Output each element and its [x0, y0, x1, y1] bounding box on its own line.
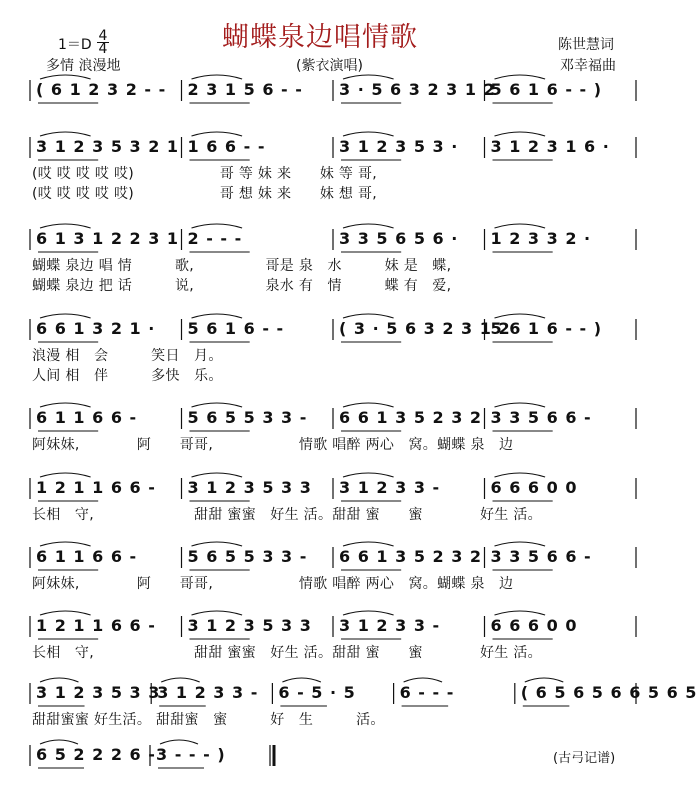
measure: 6 6 1 3 2 1 ·	[36, 319, 156, 338]
measure: 3 1 2 3 5 3 2 1	[36, 137, 180, 156]
slur-arc	[40, 473, 91, 477]
measure: 1 2 1 1 6 6 -	[36, 478, 156, 497]
slur-arc	[40, 224, 91, 228]
measure: 5 6 1 6 - - )	[490, 319, 603, 338]
measure: 3 - - - )	[156, 745, 226, 764]
slur-arc	[495, 542, 546, 546]
lyric-line: 阿妹妹, 阿 哥哥, 情歌 唱醉 两心 窝。蝴蝶 泉 边	[32, 576, 514, 592]
lyric-line: 阿妹妹, 阿 哥哥, 情歌 唱醉 两心 窝。蝴蝶 泉 边	[32, 437, 514, 453]
slur-arc	[495, 75, 546, 79]
lyric-line: 浪漫 相 会 笑日 月。	[32, 348, 223, 364]
time-top: 4	[98, 28, 108, 44]
composer-credit: 邓幸福曲	[560, 58, 616, 74]
slur-arc	[282, 678, 320, 682]
slur-arc	[40, 611, 91, 615]
lyric-line: 人间 相 伴 多快 乐。	[32, 368, 223, 384]
measure: ( 6 1 2 3 2 - -	[36, 80, 167, 99]
measure: 5 6 5 5 3 3 -	[187, 547, 308, 566]
slur-arc	[40, 75, 91, 79]
time-bottom: 4	[98, 41, 108, 57]
measure: 3 1 2 3 5 3 ·	[339, 137, 459, 156]
measure: 3 3 5 6 6 -	[490, 408, 592, 427]
measure: 6 - 5 · 5	[278, 683, 356, 702]
measure: 1 6 6 - -	[187, 137, 266, 156]
slur-arc	[495, 403, 546, 407]
slur-arc	[192, 611, 243, 615]
measure: 3 · 5 6 3 2 3 1 2	[339, 80, 496, 99]
slur-arc	[40, 314, 91, 318]
slur-arc	[343, 132, 394, 136]
slur-arc	[495, 611, 546, 615]
tempo-mood: 多情 浪漫地	[46, 58, 121, 74]
slur-arc	[404, 678, 442, 682]
slur-arc	[160, 740, 198, 744]
measure: 6 5 2 2 2 6 -	[36, 745, 156, 764]
measure: 6 6 1 3 5 2 3 2	[339, 547, 483, 566]
measure: 6 - - -	[399, 683, 455, 702]
measure: 5 6 1 6 - - )	[490, 80, 603, 99]
slur-arc	[343, 611, 394, 615]
lyric-line: 蝴蝶 泉边 把 话 说, 泉水 有 情 蝶 有 爱,	[32, 278, 452, 294]
slur-arc	[343, 473, 394, 477]
measure: 6 1 1 6 6 -	[36, 408, 138, 427]
measure: 3 1 2 3 3 -	[157, 683, 259, 702]
slur-arc	[343, 403, 394, 407]
measure: 3 1 2 3 5 3 3	[36, 683, 161, 702]
lyric-line: 长相 守, 甜甜 蜜蜜 好生 活。甜甜 蜜 蜜 好生 活。	[32, 645, 542, 661]
measure: 3 3 5 6 6 -	[490, 547, 592, 566]
measure: 6 6 6 0 0	[490, 478, 578, 497]
lyric-line: 甜甜蜜蜜 好生活。 甜甜蜜 蜜 好 生 活。	[32, 712, 385, 728]
slur-arc	[40, 740, 78, 744]
measure: 3 1 2 3 1 6 ·	[490, 137, 610, 156]
key-text: 1＝D	[58, 37, 92, 53]
slur-arc	[192, 542, 243, 546]
slur-arc	[192, 314, 243, 318]
slur-arc	[495, 224, 546, 228]
slur-arc	[495, 473, 546, 477]
lyric-line: 蝴蝶 泉边 唱 情 歌, 哥是 泉 水 妹 是 蝶,	[32, 258, 452, 274]
slur-arc	[495, 314, 546, 318]
measure: 6 1 1 6 6 -	[36, 547, 138, 566]
slur-arc	[343, 75, 394, 79]
slur-arc	[192, 224, 243, 228]
slur-arc	[40, 678, 78, 682]
slur-arc	[192, 473, 243, 477]
measure: 3 1 2 3 5 3 3	[187, 478, 312, 497]
slur-arc	[192, 403, 243, 407]
slur-arc	[40, 403, 91, 407]
measure: 5 6 1 6 - -	[187, 319, 285, 338]
measure: 3 3 5 6 5 6 ·	[339, 229, 459, 248]
measure: 2 - - -	[187, 229, 243, 248]
slur-arc	[343, 224, 394, 228]
slur-arc	[192, 75, 243, 79]
song-title: 蝴蝶泉边唱情歌	[222, 22, 418, 53]
measure: 6 6 6 0 0	[490, 616, 578, 635]
slur-arc	[495, 132, 546, 136]
measure: 5 6 5 5 3 3 -	[187, 408, 308, 427]
measure: 6 6 1 3 5 2 3 2	[339, 408, 483, 427]
measure: 3 1 2 3 5 3 3	[187, 616, 312, 635]
measure: 2 3 1 5 6 - -	[187, 80, 303, 99]
measure: ( 3 · 5 6 3 2 3 1 2	[339, 319, 511, 338]
slur-arc	[40, 542, 91, 546]
measure: ( 6 5 6 5 6 6 5 6 5	[520, 683, 697, 702]
transcriber-credit: (古弓记谱)	[553, 751, 616, 766]
measure: 6 1 3 1 2 2 3 1	[36, 229, 180, 248]
slur-arc	[192, 132, 243, 136]
lyric-line: (哎 哎 哎 哎 哎) 哥 等 妹 来 妹 等 哥,	[32, 166, 378, 182]
slur-arc	[161, 678, 199, 682]
measure: 3 1 2 3 3 -	[339, 478, 441, 497]
measure: 3 1 2 3 3 -	[339, 616, 441, 635]
slur-arc	[343, 314, 394, 318]
measure: 1 2 1 1 6 6 -	[36, 616, 156, 635]
lyric-line: (哎 哎 哎 哎 哎) 哥 想 妹 来 妹 想 哥,	[32, 186, 378, 202]
slur-arc	[525, 678, 563, 682]
lyricist-credit: 陈世慧词	[558, 37, 614, 53]
measure: 1 2 3 3 2 ·	[490, 229, 592, 248]
singer-credit: (紫衣演唱)	[296, 58, 363, 74]
slur-arc	[343, 542, 394, 546]
lyric-line: 长相 守, 甜甜 蜜蜜 好生 活。甜甜 蜜 蜜 好生 活。	[32, 507, 542, 523]
slur-arc	[40, 132, 91, 136]
